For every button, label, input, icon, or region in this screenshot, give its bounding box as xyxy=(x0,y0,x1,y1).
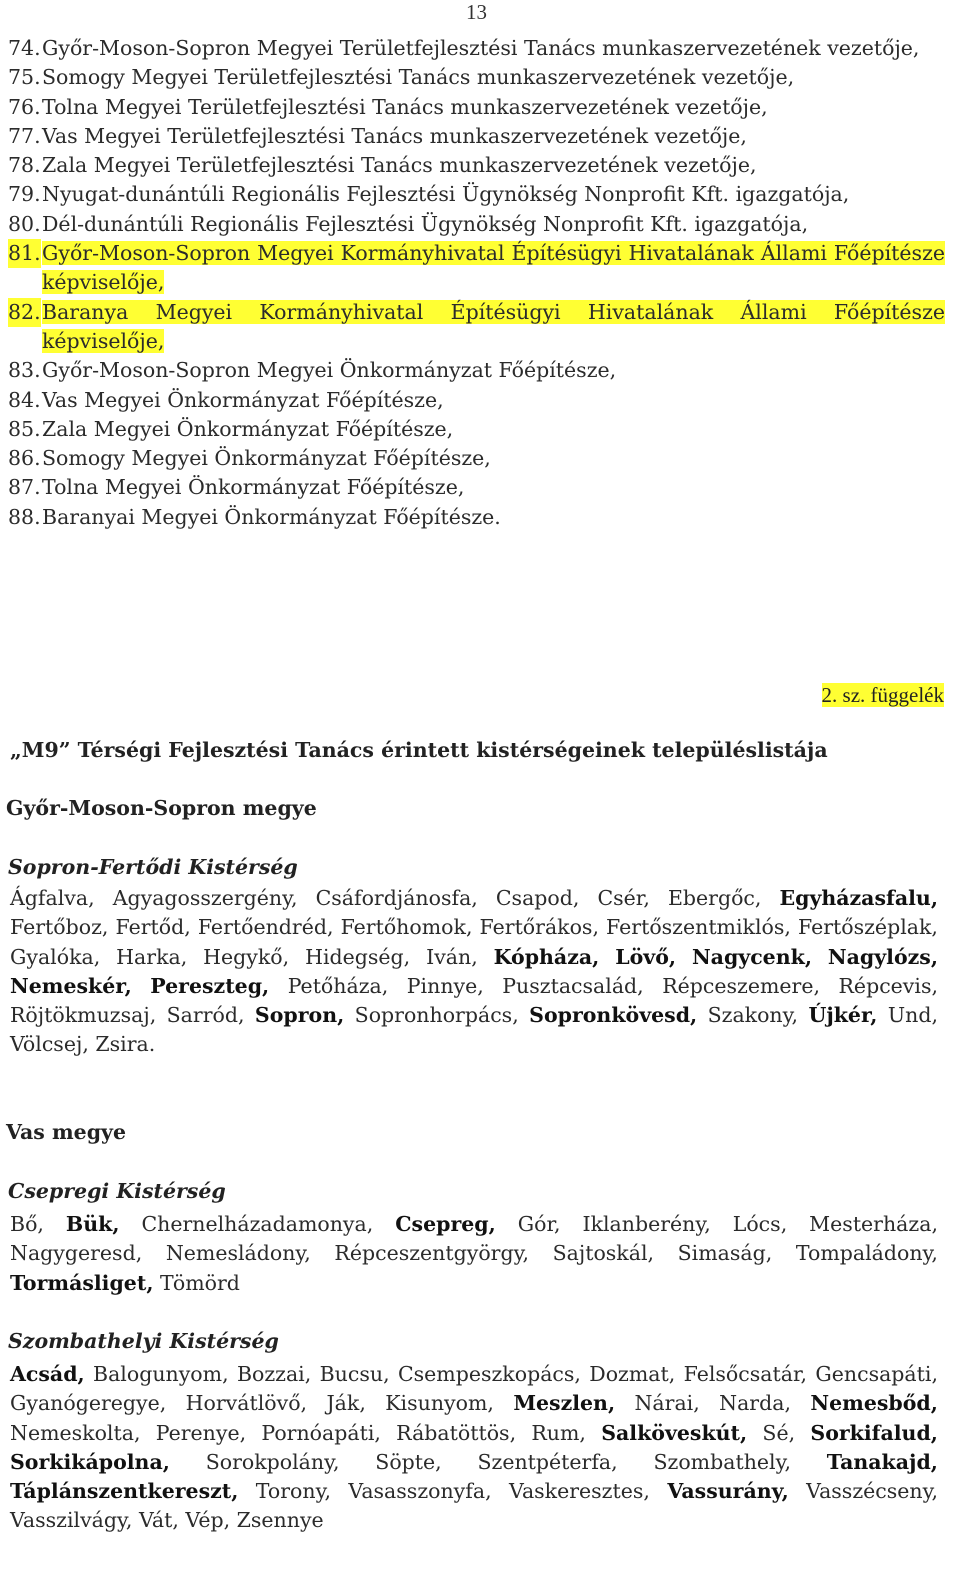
list-item-text-content: Somogy Megyei Területfejlesztési Tanács munkaszervezetének vezetője, xyxy=(42,65,795,90)
town-name: Fertőrákos xyxy=(479,915,593,940)
list-item xyxy=(10,122,945,151)
town-name: Rum xyxy=(531,1420,580,1445)
list-item-text xyxy=(42,180,945,209)
list-item-text xyxy=(42,388,444,412)
town-name: Ebergőc xyxy=(667,886,755,910)
town-list-szombathely: Acsád, Balogunyom, Bozzai, Bucsu, Csempeszkopács, Dozmat, Felsőcsatár, Gencsapáti, Gyanógeregye, Horvátlövő, Ják, Kisunyom, Meszlen, Nárai, Narda, Nemesbőd, Nemeskolta, Perenye, Pornóapáti, Rábatöttös, Rum, Salköveskút, Sé, Sorkifalud, Sorkikápolna, Sorokpolány, Söpte, Szentpéterfa, Szombathely, Tanakajd, Táplánszentkereszt, Torony, Vasasszonyfa, Vaskeresztes, Vassurány, Vasszécseny, Vasszilvágy, Vát, Vép, Zsennye xyxy=(10,1362,938,1533)
list-item-text-content: Baranyai Megyei Önkormányzat Főépítésze. xyxy=(42,504,501,529)
list-item xyxy=(10,356,945,385)
town-name: Fertőboz xyxy=(10,915,102,940)
town-name: Répceszemere xyxy=(662,973,814,998)
list-item-text-content: Vas Megyei Területfejlesztési Tanács munkaszervezetének vezetője, xyxy=(42,123,747,148)
town-name: Sé xyxy=(762,1420,789,1445)
town-name: Szakony xyxy=(707,1003,792,1028)
town-name: Sorkikápolna xyxy=(10,1449,163,1474)
list-item-text xyxy=(42,95,768,119)
town-name: Sarród xyxy=(166,1003,238,1028)
town-name: Nemeskolta xyxy=(10,1420,134,1445)
town-name: Gyalóka xyxy=(10,944,94,969)
town-name: Petőháza xyxy=(287,973,382,998)
list-item-text-content: Baranya Megyei Kormányhivatal Építésügyi Hivatalának Állami Főépítésze képviselője, xyxy=(42,299,945,353)
district-heading-sopron: Sopron-Fertődi Kistérség xyxy=(8,855,298,879)
appendix-label xyxy=(822,683,944,708)
town-name: Kópháza xyxy=(493,944,593,969)
list-item xyxy=(10,34,945,63)
list-item xyxy=(10,210,945,239)
town-name: Röjtökmuzsaj xyxy=(10,1003,150,1028)
list-item-text-content: Győr-Moson-Sopron Megyei Önkormányzat Főépítésze, xyxy=(42,358,617,383)
list-item-text-content: Somogy Megyei Önkormányzat Főépítésze, xyxy=(42,446,491,471)
town-name: Felsőcsatár xyxy=(683,1362,801,1386)
county-heading-vas: Vas megye xyxy=(6,1120,127,1144)
town-name: Vasszilvágy xyxy=(10,1508,126,1533)
town-name: Chernelházadamonya xyxy=(141,1212,367,1236)
town-name: Agyagosszergény xyxy=(112,886,291,910)
town-name: Tompaládony xyxy=(795,1241,932,1266)
town-name: Vasszécseny xyxy=(806,1479,932,1504)
town-name: Fertőhomok xyxy=(340,915,466,940)
district-heading-szombathely: Szombathelyi Kistérség xyxy=(8,1329,279,1353)
list-item xyxy=(10,93,945,122)
town-name: Ágfalva xyxy=(10,886,89,910)
list-item-text-content: Zala Megyei Önkormányzat Főépítésze, xyxy=(42,416,454,441)
appendix-label-text: 2. sz. függelék xyxy=(821,683,944,707)
list-item-text-content: Dél-dunántúli Regionális Fejlesztési Ügynökség Nonprofit Kft. igazgatója, xyxy=(42,211,809,236)
list-item xyxy=(10,444,945,473)
list-item-text xyxy=(42,153,757,177)
town-name: Bő xyxy=(10,1212,38,1236)
town-list-csepreg: Bő, Bük, Chernelházadamonya, Csepreg, Gór, Iklanberény, Lócs, Mesterháza, Nagygeresd, Nemesládony, Répceszentgyörgy, Sajtoskál, Simaság, Tompaládony, Tormásliget, Tömörd xyxy=(10,1212,938,1295)
town-name: Lócs xyxy=(732,1212,781,1236)
list-item-number: 86. xyxy=(8,446,41,471)
town-name: Fertőd xyxy=(115,915,185,940)
town-name: Egyházasfalu xyxy=(779,886,931,910)
list-item-number: 75. xyxy=(8,65,41,90)
town-name: Meszlen xyxy=(513,1391,608,1416)
town-name: Torony xyxy=(255,1479,325,1504)
town-name: Nagycenk xyxy=(691,944,805,969)
town-name: Und xyxy=(887,1003,932,1028)
town-name: Salköveskút xyxy=(601,1420,741,1445)
town-name: Csáfordjánosfa xyxy=(315,886,472,910)
list-item-text xyxy=(42,358,616,382)
town-name: Fertőszentmiklós xyxy=(606,915,785,940)
town-name: Fertőendréd xyxy=(197,915,327,940)
list-item-text-content: Vas Megyei Önkormányzat Főépítésze, xyxy=(42,387,444,412)
town-name: Söpte xyxy=(375,1449,436,1474)
list-item-number: 78. xyxy=(8,153,41,178)
town-name: Zsennye xyxy=(236,1508,324,1533)
town-name: Ják xyxy=(326,1391,360,1416)
town-name: Iklanberény xyxy=(582,1212,705,1236)
list-item xyxy=(10,151,945,180)
town-name: Sopron xyxy=(254,1003,338,1028)
district-heading-csepreg: Csepregi Kistérség xyxy=(8,1179,226,1203)
town-name: Répceszentgyörgy xyxy=(334,1241,523,1266)
town-name: Lövő xyxy=(615,944,669,969)
list-item-number: 81. xyxy=(8,239,41,268)
town-name: Pornóapáti xyxy=(261,1420,375,1445)
list-item-text-content: Tolna Megyei Területfejlesztési Tanács munkaszervezetének vezetője, xyxy=(42,94,768,119)
town-name: Vassurány xyxy=(667,1479,782,1504)
list-item-text xyxy=(42,475,464,499)
town-name: Sorokpolány xyxy=(205,1449,333,1474)
town-name: Tanakajd xyxy=(826,1449,931,1474)
list-item-number: 77. xyxy=(8,123,41,148)
town-name: Zsira xyxy=(95,1032,149,1057)
town-name: Balogunyom xyxy=(93,1362,223,1386)
list-item xyxy=(10,473,945,502)
town-name: Szentpéterfa xyxy=(477,1449,612,1474)
town-name: Hegykő xyxy=(203,944,283,969)
town-name: Pereszteg xyxy=(150,973,263,998)
town-name: Kisunyom xyxy=(385,1391,488,1416)
document-title: „M9” Térségi Fejlesztési Tanács érintett kistérségeinek településlistája xyxy=(10,738,828,762)
list-item-number: 74. xyxy=(8,36,41,60)
town-name: Nemesbőd xyxy=(810,1391,931,1416)
list-item-text xyxy=(42,298,945,357)
page-number: 13 xyxy=(466,0,487,24)
town-name: Perenye xyxy=(155,1420,240,1445)
list-item-text-content: Nyugat-dunántúli Regionális Fejlesztési Ügynökség Nonprofit Kft. igazgatója, xyxy=(42,182,850,207)
town-name: Vaskeresztes xyxy=(509,1479,644,1504)
list-item-number: 80. xyxy=(8,211,41,236)
town-name: Rábatöttös xyxy=(396,1420,510,1445)
town-name: Nagylózs xyxy=(827,944,931,969)
town-name: Iván xyxy=(426,944,472,969)
town-name: Völcsej xyxy=(10,1032,83,1057)
list-item-text xyxy=(42,65,794,89)
town-name: Nárai xyxy=(634,1391,694,1416)
list-item-text-content: Tolna Megyei Önkormányzat Főépítésze, xyxy=(42,475,465,500)
town-name: Tömörd xyxy=(160,1270,240,1295)
list-item-text xyxy=(42,124,747,148)
member-list xyxy=(10,34,945,532)
list-item xyxy=(10,298,945,357)
list-item xyxy=(10,63,945,92)
list-item xyxy=(10,503,945,532)
town-name: Sorkifalud xyxy=(810,1420,931,1445)
town-name: Hidegség xyxy=(305,944,404,969)
list-item-number: 76. xyxy=(8,94,41,119)
town-name: Fertőszéplak xyxy=(798,915,932,940)
list-item-number: 84. xyxy=(8,387,41,412)
town-name: Simaság xyxy=(677,1241,766,1266)
town-name: Vasasszonyfa xyxy=(348,1479,486,1504)
town-name: Csepreg xyxy=(395,1212,489,1236)
town-list-sopron: Ágfalva, Agyagosszergény, Csáfordjánosfa, Csapod, Csér, Ebergőc, Egyházasfalu, Fertőboz, Fertőd, Fertőendréd, Fertőhomok, Fertőrákos, Fertőszentmiklós, Fertőszéplak, Gyalóka, Harka, Hegykő, Hidegség, Iván, Kópháza, Lövő, Nagycenk, Nagylózs, Nemeskér, Pereszteg, Petőháza, Pinnye, Pusztacsalád, Répceszemere, Répcevis, Röjtökmuzsaj, Sarród, Sopron, Sopronhorpács, Sopronkövesd, Szakony, Újkér, Und, Völcsej, Zsira. xyxy=(10,886,938,1057)
town-name: Répcevis xyxy=(838,973,932,998)
town-name: Narda xyxy=(719,1391,785,1416)
list-item-text xyxy=(42,210,945,239)
list-item-text xyxy=(42,239,945,298)
town-name: Sopronhorpács xyxy=(354,1003,513,1028)
town-name: Harka xyxy=(116,944,181,969)
list-item-number: 79. xyxy=(8,182,41,207)
town-name: Tormásliget xyxy=(10,1270,147,1295)
list-item-text xyxy=(42,36,919,60)
list-item-text-content: Győr-Moson-Sopron Megyei Területfejlesztési Tanács munkaszervezetének vezetője, xyxy=(42,36,920,60)
list-item-text xyxy=(42,505,501,529)
list-item-text-content: Zala Megyei Területfejlesztési Tanács munkaszervezetének vezetője, xyxy=(42,153,757,178)
county-heading-gyor: Győr-Moson-Sopron megye xyxy=(6,796,317,820)
list-item-number: 85. xyxy=(8,416,41,441)
town-name: Dozmat xyxy=(589,1362,669,1386)
town-name: Gór xyxy=(517,1212,554,1236)
list-item-text-content: Győr-Moson-Sopron Megyei Kormányhivatal Építésügyi Hivatalának Állami Főépítésze képviselője, xyxy=(42,241,945,295)
town-name: Nemesládony xyxy=(165,1241,305,1266)
town-name: Csapod xyxy=(495,886,573,910)
town-name: Szombathely xyxy=(653,1449,785,1474)
town-name: Pinnye xyxy=(406,973,478,998)
town-name: Sopronkövesd xyxy=(529,1003,691,1028)
list-item-number: 83. xyxy=(8,358,41,383)
town-name: Vép xyxy=(185,1508,224,1533)
town-name: Táplánszentkereszt xyxy=(10,1479,232,1504)
town-name: Bozzai xyxy=(236,1362,305,1386)
list-item xyxy=(10,239,945,298)
town-name: Bük xyxy=(65,1212,113,1236)
town-name: Vát xyxy=(138,1508,173,1533)
town-name: Mesterháza xyxy=(809,1212,932,1236)
town-name: Gyanógeregye xyxy=(10,1391,160,1416)
town-name: Pusztacsalád xyxy=(502,973,638,998)
list-item xyxy=(10,415,945,444)
town-name: Gencsapáti xyxy=(815,1362,932,1386)
town-name: Sajtoskál xyxy=(552,1241,648,1266)
town-name: Nemeskér xyxy=(10,973,125,998)
list-item xyxy=(10,180,945,209)
town-name: Acsád xyxy=(10,1362,78,1386)
list-item-number: 88. xyxy=(8,504,41,529)
town-name: Újkér xyxy=(808,1003,871,1028)
list-item xyxy=(10,386,945,415)
town-name: Csempeszkopács xyxy=(397,1362,575,1386)
list-item-number: 87. xyxy=(8,475,41,500)
list-item-text xyxy=(42,446,491,470)
town-name: Bucsu xyxy=(319,1362,384,1386)
town-name: Csér xyxy=(597,886,644,910)
list-item-number: 82. xyxy=(8,298,41,327)
town-name: Horvátlövő xyxy=(185,1391,301,1416)
list-item-text xyxy=(42,417,453,441)
town-name: Nagygeresd xyxy=(10,1241,136,1266)
